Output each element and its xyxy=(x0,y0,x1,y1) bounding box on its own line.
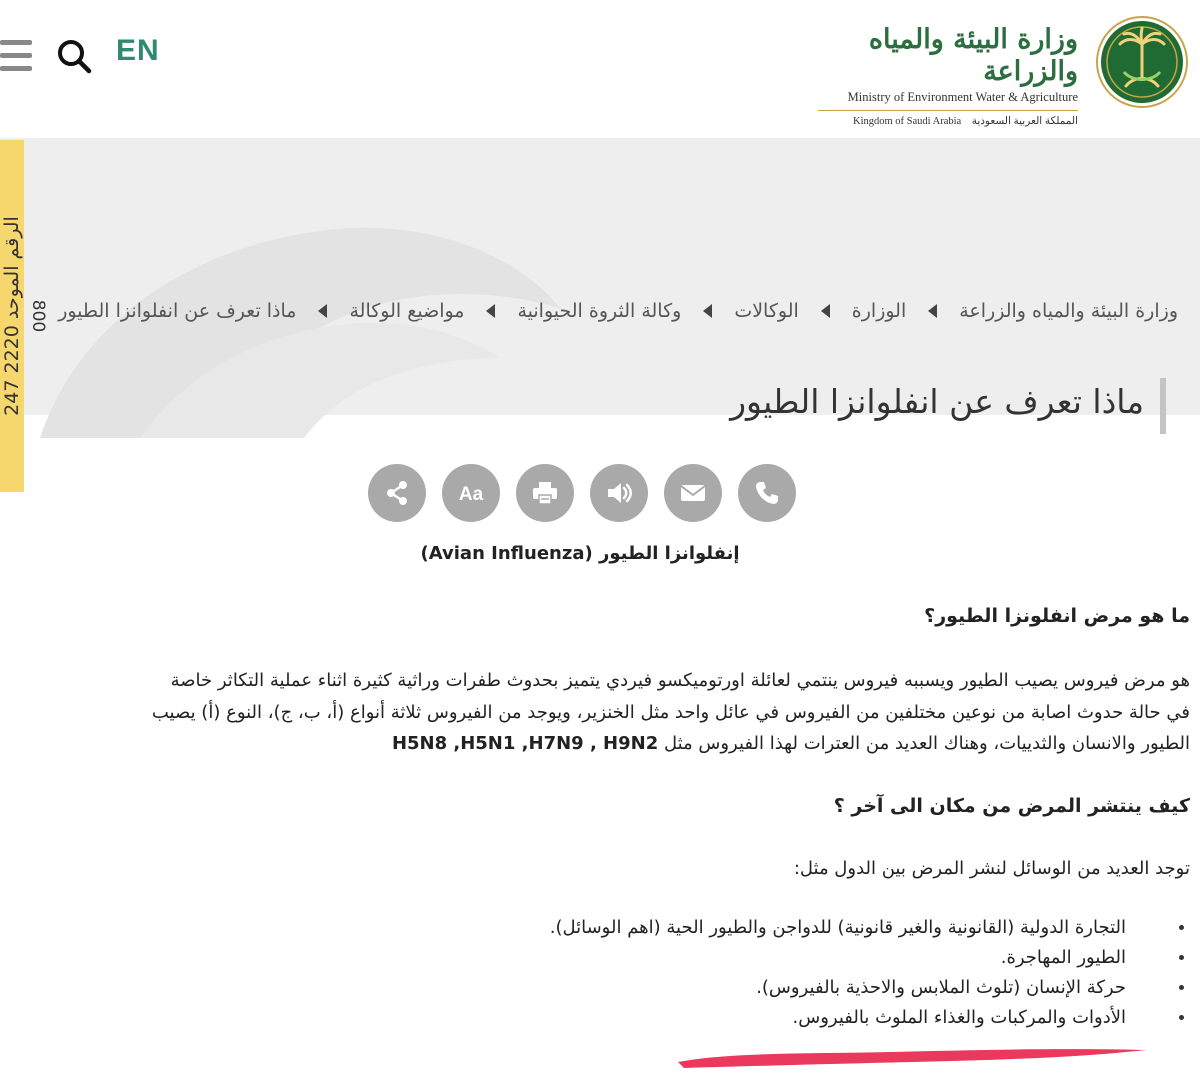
ministry-logo[interactable] xyxy=(820,14,1190,127)
breadcrumb-item[interactable]: الوزارة xyxy=(851,300,907,322)
question-heading: ما هو مرض انفلونزا الطيور؟ xyxy=(924,605,1190,627)
unified-number-tab[interactable] xyxy=(0,140,24,492)
logo-kingdom-line xyxy=(818,115,1078,127)
breadcrumb-separator-icon xyxy=(928,304,937,318)
breadcrumb-separator-icon xyxy=(318,304,327,318)
paragraph-line: هو مرض فيروس يصيب الطيور ويسببه فيروس ينتمي لعائلة اورتوميكسو فيردي يتميز بحدوث طفرات وراثية كثيرة اثناء عملية التكاثر خاصة xyxy=(170,670,1190,691)
article-content xyxy=(0,415,1200,1082)
list-item: الأدوات والمركبات والغذاء الملوث بالفيروس. xyxy=(550,1007,1190,1037)
article-main-heading: إنفلوانزا الطيور (Avian Influenza) xyxy=(420,543,740,564)
bullet-icon xyxy=(1179,985,1184,990)
question-heading: كيف ينتشر المرض من مكان الى آخر ؟ xyxy=(833,795,1190,817)
paragraph-line: في حالة حدوث اصابة من نوعين مختلفين من الفيروس في عائل واحد مثل الخنزير، ويوجد من الفيروس ثلاثة أنواع (أ، ب، ج)، النوع (أ) يصيب xyxy=(151,702,1190,723)
language-switch-link[interactable]: EN xyxy=(116,34,160,67)
breadcrumb-current: ماذا تعرف عن انفلوانزا الطيور xyxy=(58,300,297,322)
paragraph-text: الطيور والانسان والثدييات، وهناك العديد من العترات لهذا الفيروس مثل xyxy=(663,733,1190,754)
paragraph-line xyxy=(392,733,1190,754)
red-underline-annotation xyxy=(672,1040,1152,1074)
list-item: التجارة الدولية (القانونية والغير قانونية) للدواجن والطيور الحية (اهم الوسائل). xyxy=(550,917,1190,947)
list-item: الطيور المهاجرة. xyxy=(550,947,1190,977)
list-item: حركة الإنسان (تلوث الملابس والاحذية بالفيروس). xyxy=(550,977,1190,1007)
breadcrumb-separator-icon xyxy=(486,304,495,318)
virus-strains: H5N8 ,H5N1 ,H7N9 , H9N2 xyxy=(391,733,659,754)
logo-kingdom-ar: المملكة العربية السعودية xyxy=(971,116,1078,127)
bullet-icon xyxy=(1179,925,1184,930)
paragraph-line: توجد العديد من الوسائل لنشر المرض بين الدول مثل: xyxy=(793,858,1190,879)
spread-methods-list xyxy=(550,917,1190,1037)
svg-text:Aa: Aa xyxy=(458,484,484,505)
breadcrumb-item[interactable]: الوكالات xyxy=(734,300,799,322)
palm-emblem-icon xyxy=(1094,14,1190,110)
phone-number-prefix: 800 xyxy=(28,299,48,333)
logo-divider xyxy=(818,110,1078,111)
breadcrumb-item[interactable]: وكالة الثروة الحيوانية xyxy=(517,300,682,322)
search-icon[interactable] xyxy=(56,38,92,74)
breadcrumb-separator-icon xyxy=(703,304,712,318)
page-title: ماذا تعرف عن انفلوانزا الطيور xyxy=(730,382,1144,421)
logo-kingdom-en: Kingdom of Saudi Arabia xyxy=(852,116,962,127)
menu-icon[interactable] xyxy=(0,40,32,72)
breadcrumb-separator-icon xyxy=(821,304,830,318)
breadcrumb xyxy=(58,300,1178,322)
unified-number-label: الرقم الموحد 2220 247 xyxy=(1,216,23,416)
bullet-icon xyxy=(1179,955,1184,960)
bullet-icon xyxy=(1179,1015,1184,1020)
logo-english-name: Ministry of Environment Water & Agriculture xyxy=(847,90,1078,104)
page-hero xyxy=(0,138,1200,505)
breadcrumb-item[interactable]: مواضيع الوكالة xyxy=(349,300,465,322)
logo-arabic-name: وزارة البيئة والمياه والزراعة xyxy=(868,24,1078,87)
breadcrumb-item[interactable]: وزارة البيئة والمياه والزراعة xyxy=(959,300,1178,322)
site-header xyxy=(0,0,1200,138)
